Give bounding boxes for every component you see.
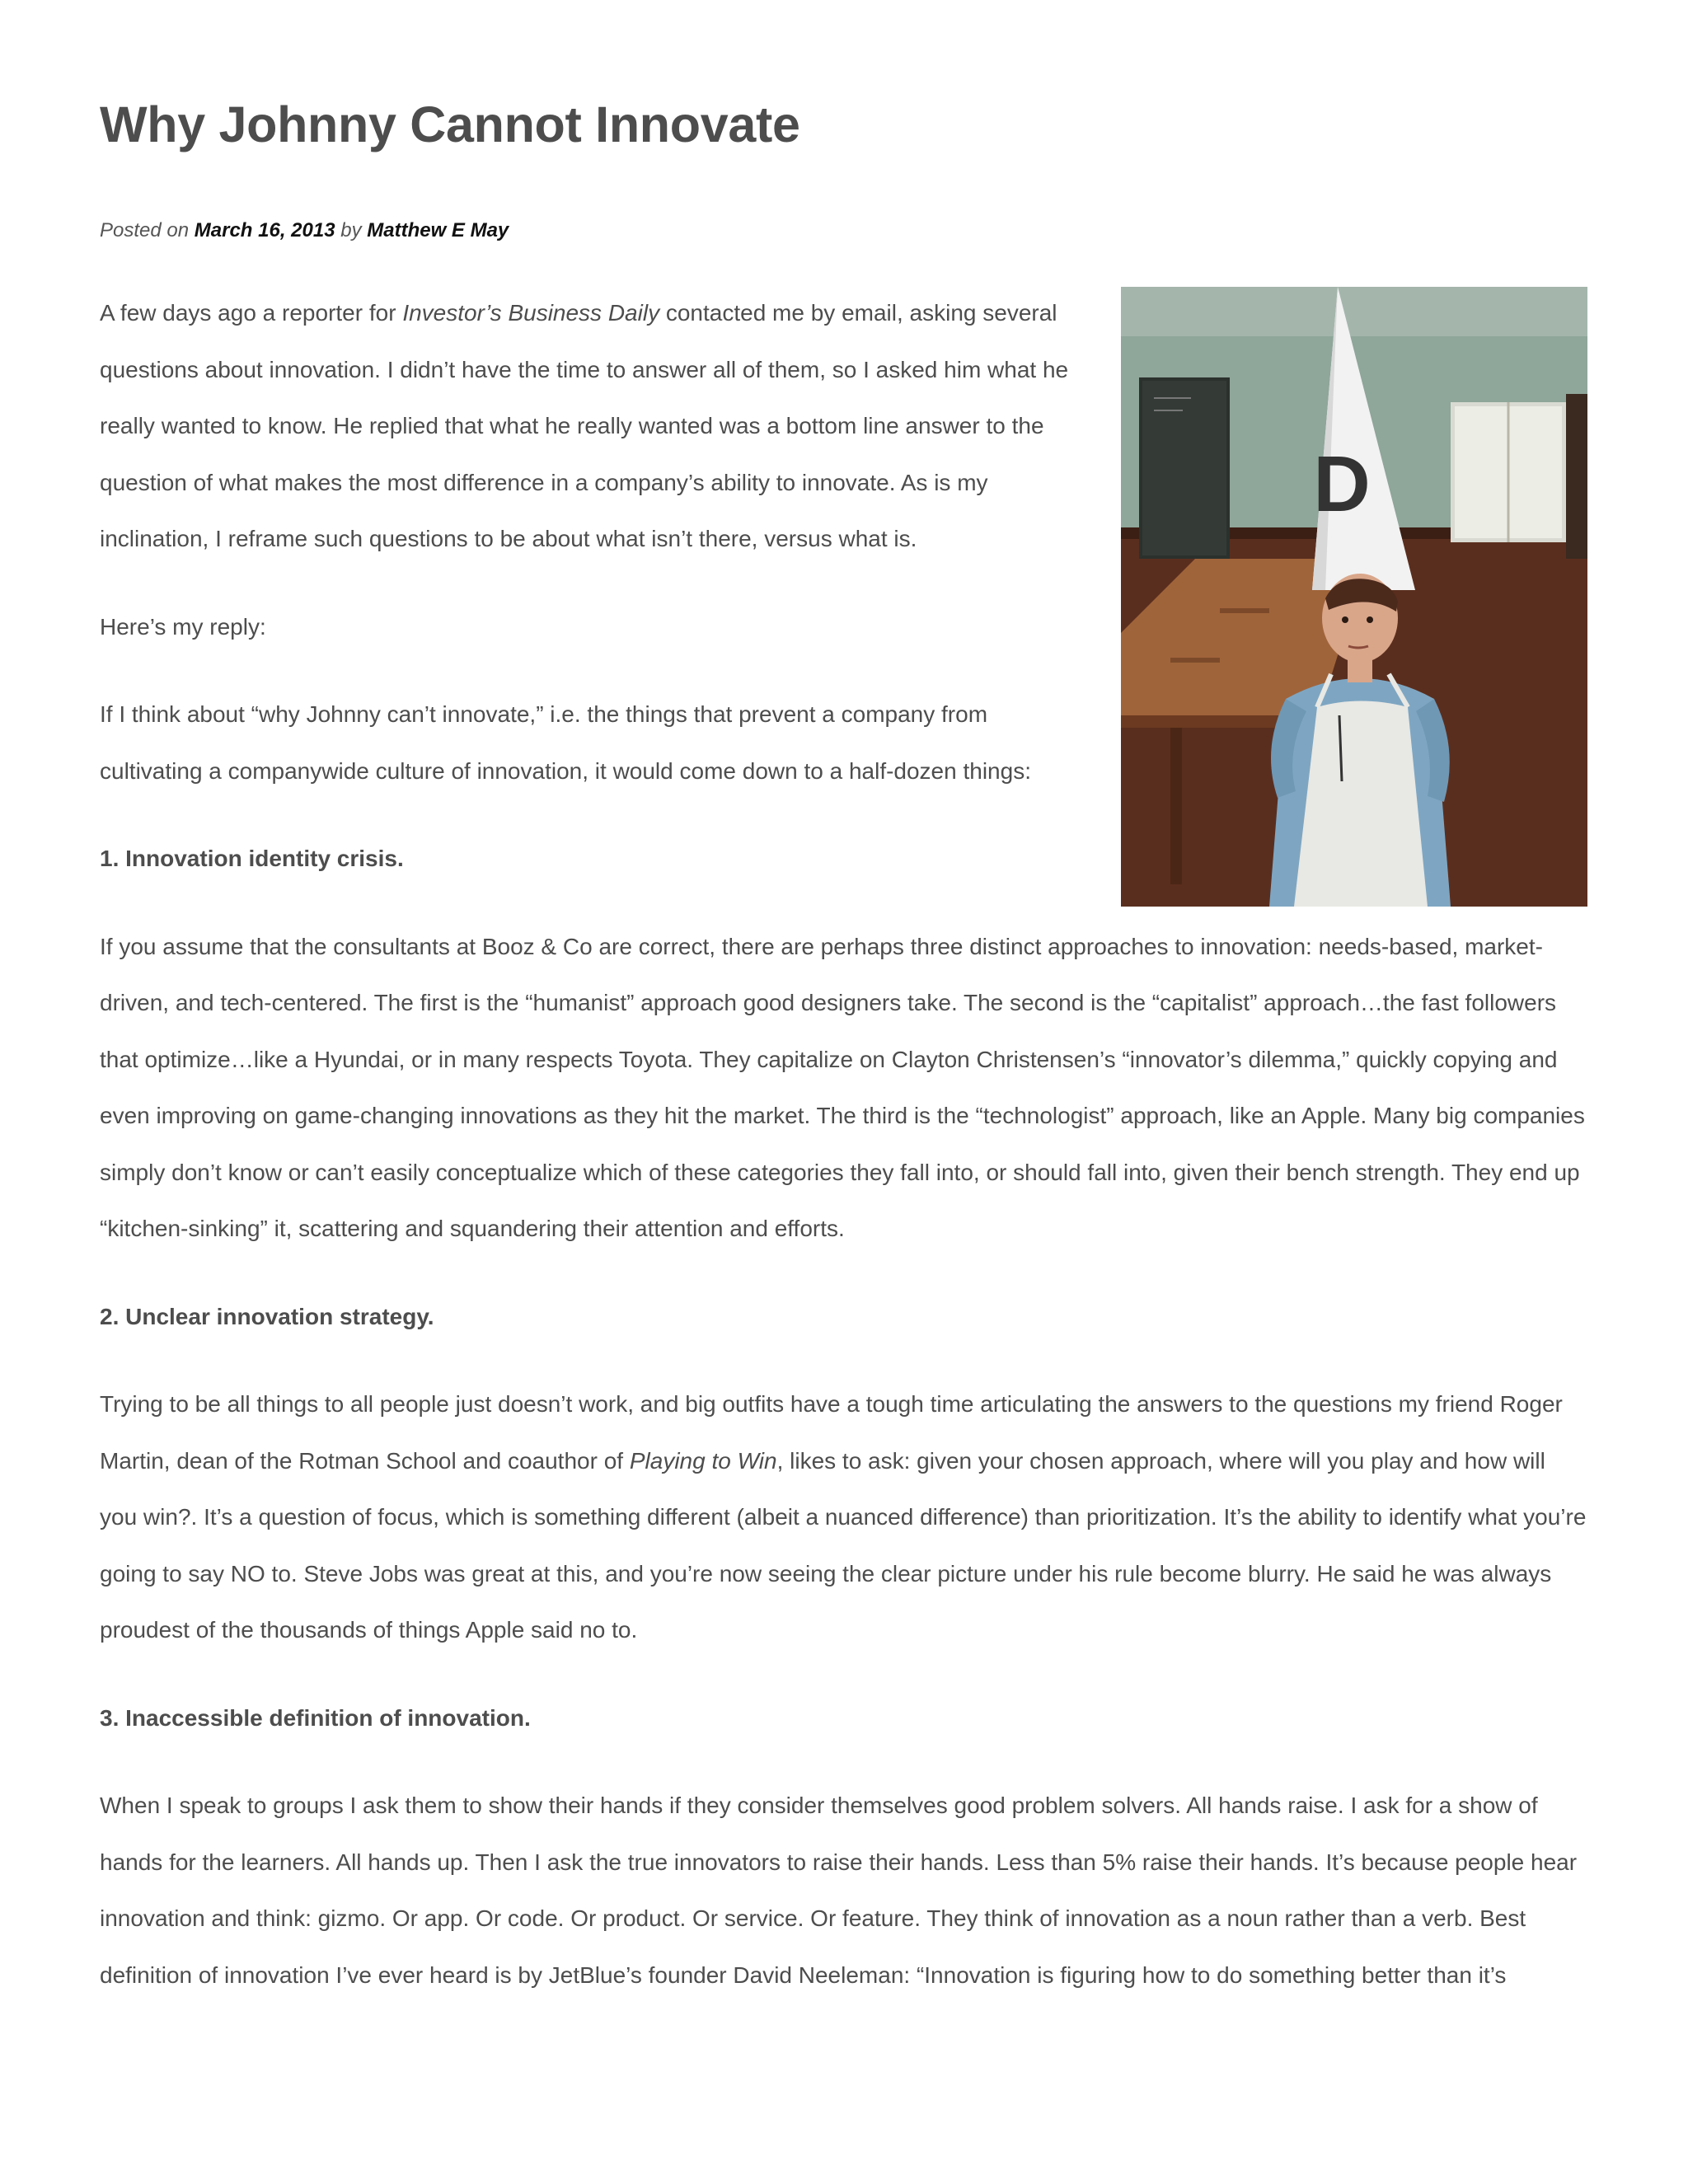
article-body	[100, 285, 1587, 2035]
dunce-cap-boy-photo	[1121, 287, 1587, 907]
hat-letter: D	[1313, 440, 1371, 528]
article-title: Why Johnny Cannot Innovate	[100, 96, 800, 152]
photo-illustration	[1121, 287, 1587, 907]
heading-unclear-strategy: 2. Unclear innovation strategy.	[100, 1303, 434, 1329]
paragraph-intro: A few days ago a reporter for Investor’s Business Daily contacted me by email, asking several questions about innovation. I didn’t have the time to answer all of them, so I asked him what he really wanted to know. He replied that what he really wanted was a bottom line answer to the question of what makes the most difference in a company’s ability to innovate. As is my inclination, I reframe such questions to be about what isn’t there, versus what is.	[100, 300, 1069, 551]
posted-on-label: Posted on	[100, 219, 190, 241]
author-link[interactable]: Matthew E May	[367, 219, 509, 241]
paragraph-half-dozen: If I think about “why Johnny can’t innovate,” i.e. the things that prevent a company from cultivating a companywide culture of innovation, it would come down to a half-dozen things:	[100, 701, 1031, 784]
post-meta	[100, 219, 509, 242]
heading-inaccessible-definition: 3. Inaccessible definition of innovation.	[100, 1704, 531, 1731]
paragraph-reply: Here’s my reply:	[100, 613, 266, 640]
paragraph-definition: When I speak to groups I ask them to show their hands if they consider themselves good problem solvers. All hands raise. I ask for a show of hands for the learners. All hands up. Then I ask the true innovators to raise their hands. Less than 5% raise their hands. It’s because people hear innovation and think: gizmo. Or app. Or code. Or product. Or service. Or feature. They think of innovation as a noun rather than a verb. Best definition of innovation I’ve ever heard is by JetBlue’s founder David Neeleman: “Innovation is figuring how to do something better than it’s	[100, 1793, 1578, 1988]
paragraph-strategy: Trying to be all things to all people just doesn’t work, and big outfits have a tough time articulating the answers to the questions my friend Roger Martin, dean of the Rotman School and coauthor of Playing to Win, likes to ask: given your chosen approach, where will you play and how will you win?. It’s a question of focus, which is something different (albeit a nuanced difference) than prioritization. It’s the ability to identify what you’re going to say NO to. Steve Jobs was great at this, and you’re now seeing the clear picture under his rule become blurry. He said he was always proudest of the thousands of things Apple said no to.	[100, 1391, 1587, 1643]
heading-innovation-identity-crisis: 1. Innovation identity crisis.	[100, 846, 404, 871]
by-label: by	[340, 219, 362, 241]
paragraph-approaches: If you assume that the consultants at Booz & Co are correct, there are perhaps three distinct approaches to innovation: needs-based, market-driven, and tech-centered. The first is the “humanist” approach good designers take. The second is the “capitalist” approach…the fast followers that optimize…like a Hyundai, or in many respects Toyota. They capitalize on Clayton Christensen’s “innovator’s dilemma,” quickly copying and even improving on game-changing innovations as they hit the market. The third is the “technologist” approach, like an Apple. Many big companies simply don’t know or can’t easily conceptualize which of these categories they fall into, or should fall into, given their bench strength. They end up “kitchen-sinking” it, scattering and squandering their attention and efforts.	[100, 933, 1585, 1241]
post-date-link[interactable]: March 16, 2013	[194, 219, 335, 241]
